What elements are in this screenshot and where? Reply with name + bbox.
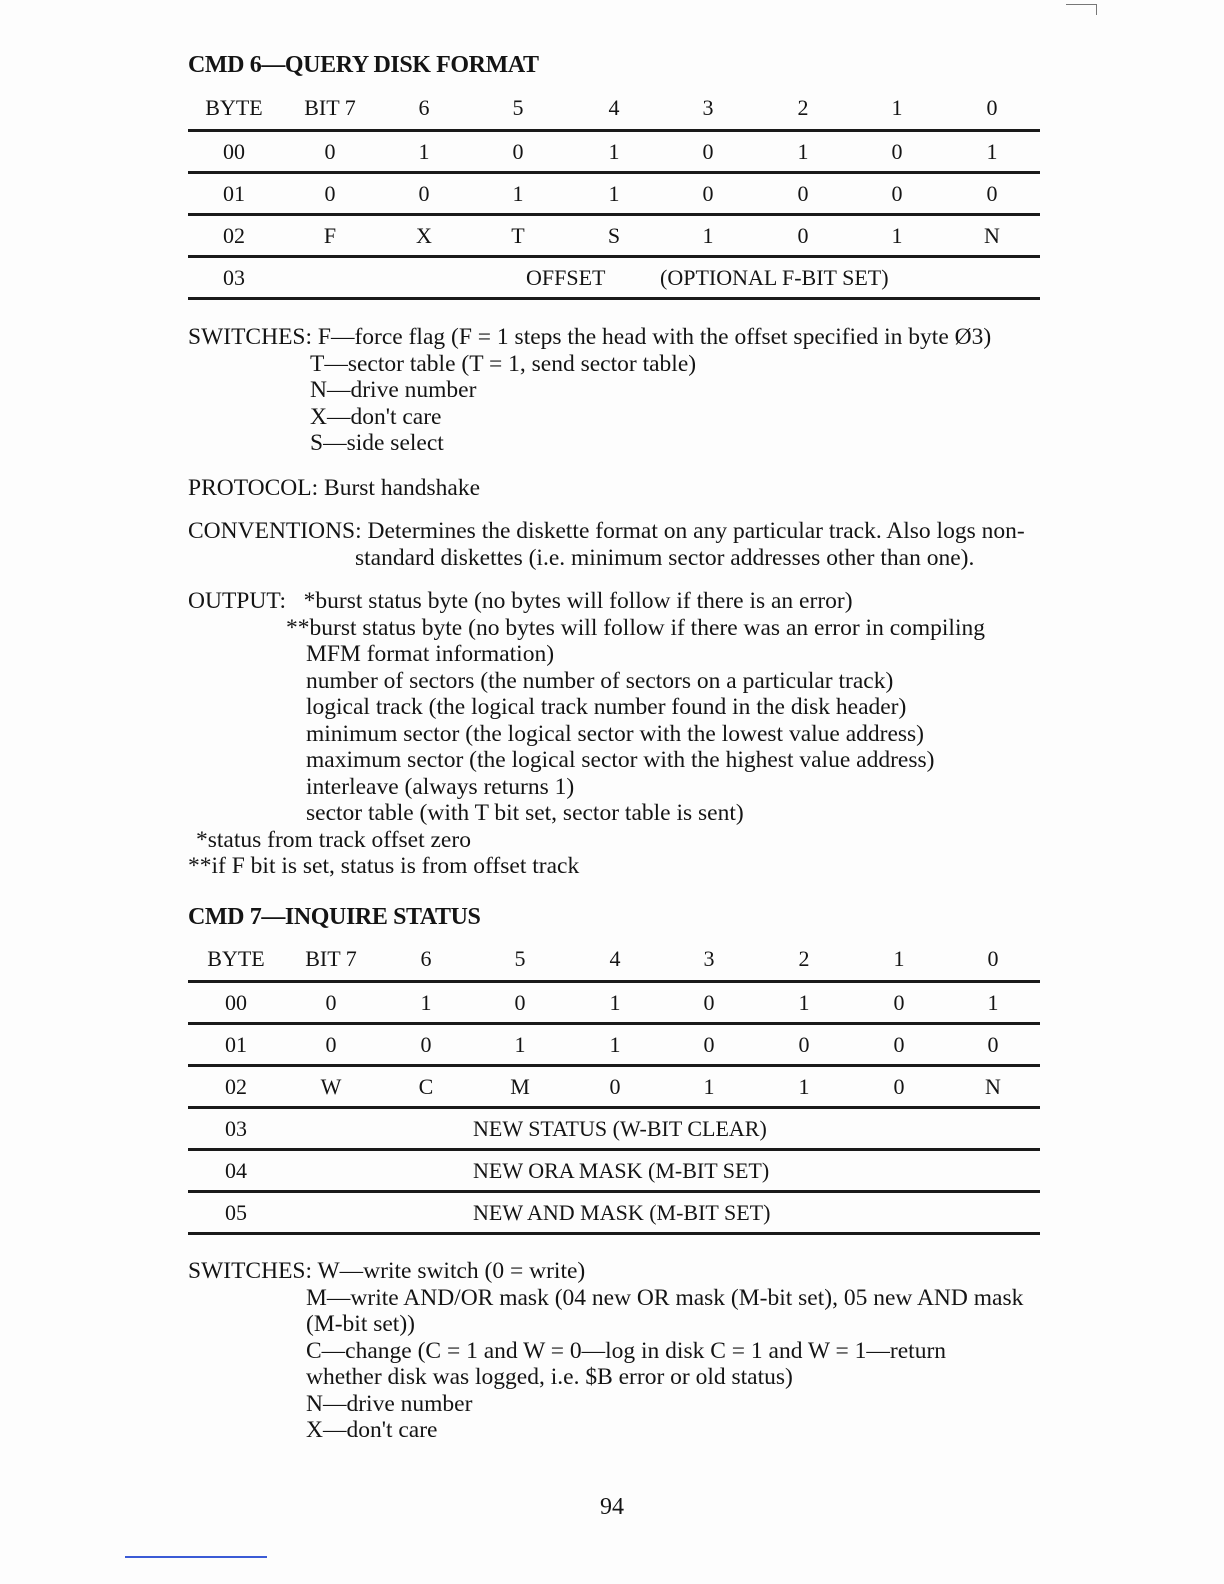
- output-line: number of sectors (the number of sectors on a particular track): [306, 667, 894, 694]
- cmd6-title: CMD 6—QUERY DISK FORMAT: [188, 52, 539, 78]
- bit-cell: N: [985, 1074, 1001, 1099]
- bit-cell: 0: [325, 1032, 337, 1057]
- cmd7-row-02: [188, 1067, 1040, 1109]
- output-line: MFM format information): [306, 641, 555, 667]
- output-line: logical track (the logical track number found in the disk header): [306, 694, 907, 720]
- page-number: 94: [600, 1494, 624, 1520]
- bit-cell: 0: [797, 181, 809, 206]
- bit-cell: 0: [702, 181, 714, 206]
- output-line: **burst status byte (no bytes will follow if there was an error in compiling: [286, 614, 985, 641]
- cmd6-table: [188, 88, 1040, 300]
- header-bit7: BIT 7: [305, 946, 357, 971]
- conventions-line: standard diskettes (i.e. minimum sector addresses other than one).: [355, 544, 975, 571]
- header-bit1: 1: [893, 946, 905, 971]
- cmd6-row-02: [188, 216, 1040, 258]
- byte-cell: 03: [225, 1116, 247, 1141]
- bit-cell: 0: [893, 1074, 905, 1099]
- byte-cell: 01: [223, 181, 245, 206]
- bit-cell: 1: [418, 139, 430, 164]
- cmd6-conventions: [188, 518, 1048, 571]
- switch-line: M—write AND/OR mask (04 new OR mask (M-bit set), 05 new AND mask: [306, 1284, 1024, 1311]
- footer-rule: [125, 1556, 267, 1558]
- header-bit3: 3: [702, 95, 714, 120]
- switch-line: X—don't care: [310, 403, 442, 430]
- cmd6-output: [188, 588, 1048, 880]
- cmd6-row-03: [188, 258, 1040, 300]
- header-bit5: 5: [514, 946, 526, 971]
- corner-mark: [1066, 4, 1097, 15]
- bit-cell: 1: [987, 990, 999, 1015]
- header-byte: BYTE: [205, 95, 263, 120]
- output-line: interleave (always returns 1): [306, 773, 575, 800]
- bit-cell: 1: [608, 181, 620, 206]
- bit-cell: 1: [608, 139, 620, 164]
- cmd7-row-04: [188, 1151, 1040, 1193]
- bit-cell: 1: [514, 1032, 526, 1057]
- bit-cell: 0: [891, 181, 903, 206]
- bit-cell: W: [320, 1074, 342, 1099]
- switch-line: SWITCHES: F—force flag (F = 1 steps the head with the offset specified in byte Ø3): [188, 324, 992, 350]
- switch-line: N—drive number: [306, 1390, 473, 1417]
- switch-line: whether disk was logged, i.e. $B error or old status): [306, 1364, 793, 1390]
- output-line: minimum sector (the logical sector with the lowest value address): [306, 720, 925, 747]
- cmd6-row-00: [188, 132, 1040, 174]
- cmd7-switches: [188, 1258, 1044, 1444]
- header-bit4: 4: [609, 946, 621, 971]
- switch-line: X—don't care: [306, 1417, 438, 1443]
- cmd6-protocol: [188, 475, 1048, 502]
- cmd6-row-01: [188, 174, 1040, 216]
- bit-cell: 1: [798, 1074, 810, 1099]
- bit-cell: X: [416, 223, 432, 248]
- header-bit2: 2: [797, 95, 809, 120]
- byte-cell: 00: [225, 990, 247, 1015]
- bit-cell: 0: [512, 139, 524, 164]
- bit-cell: 0: [798, 1032, 810, 1057]
- bit-cell: 1: [986, 139, 998, 164]
- cmd7-title: CMD 7—INQUIRE STATUS: [188, 904, 481, 930]
- byte-cell: 01: [225, 1032, 247, 1057]
- bit-cell: 0: [986, 181, 998, 206]
- switch-line: SWITCHES: W—write switch (0 = write): [188, 1258, 586, 1284]
- header-bit6: 6: [420, 946, 432, 971]
- byte-cell: 05: [225, 1200, 247, 1225]
- span-cell: NEW STATUS (W-BIT CLEAR): [473, 1116, 767, 1141]
- bit-cell: 1: [420, 990, 432, 1015]
- cmd7-row-05: [188, 1193, 1040, 1235]
- protocol-line: PROTOCOL: Burst handshake: [188, 475, 481, 501]
- byte-cell: 00: [223, 139, 245, 164]
- span-cell: NEW ORA MASK (M-BIT SET): [473, 1158, 770, 1183]
- header-bit5: 5: [512, 95, 524, 120]
- bit-cell: C: [418, 1074, 434, 1099]
- byte-cell: 03: [223, 265, 245, 290]
- cmd7-row-00: [188, 983, 1040, 1025]
- bit-cell: N: [984, 223, 1000, 248]
- bit-cell: 1: [891, 223, 903, 248]
- bit-cell: 0: [797, 223, 809, 248]
- bit-cell: F: [323, 223, 337, 248]
- header-bit6: 6: [418, 95, 430, 120]
- switch-line: T—sector table (T = 1, send sector table): [310, 350, 697, 377]
- bit-cell: 1: [703, 1074, 715, 1099]
- cmd7-row-03: [188, 1109, 1040, 1151]
- switch-line: (M-bit set)): [306, 1311, 415, 1337]
- bit-cell: 1: [702, 223, 714, 248]
- bit-cell: 0: [324, 139, 336, 164]
- offset-note: (OPTIONAL F-BIT SET): [660, 265, 889, 290]
- cmd6-header-row: [188, 88, 1040, 132]
- header-bit7: BIT 7: [304, 95, 356, 120]
- header-bit3: 3: [703, 946, 715, 971]
- switch-line: S—side select: [310, 430, 444, 456]
- bit-cell: S: [607, 223, 621, 248]
- switch-line: N—drive number: [310, 377, 477, 403]
- output-line: maximum sector (the logical sector with the highest value address): [306, 747, 935, 773]
- cmd7-row-01: [188, 1025, 1040, 1067]
- bit-cell: 0: [420, 1032, 432, 1057]
- header-byte: BYTE: [207, 946, 265, 971]
- bit-cell: 1: [798, 990, 810, 1015]
- bit-cell: 0: [893, 1032, 905, 1057]
- bit-cell: 1: [609, 1032, 621, 1057]
- bit-cell: 0: [703, 990, 715, 1015]
- output-line: sector table (with T bit set, sector table is sent): [306, 800, 744, 826]
- bit-cell: 0: [987, 1032, 999, 1057]
- span-cell: NEW AND MASK (M-BIT SET): [473, 1200, 771, 1225]
- switch-line: C—change (C = 1 and W = 0—log in disk C = 1 and W = 1—return: [306, 1337, 947, 1364]
- bit-cell: 0: [325, 990, 337, 1015]
- bit-cell: 0: [609, 1074, 621, 1099]
- header-bit0: 0: [986, 95, 998, 120]
- bit-cell: 0: [891, 139, 903, 164]
- note-line: *status from track offset zero: [196, 826, 471, 853]
- cmd7-table: [188, 939, 1040, 1235]
- bit-cell: 0: [514, 990, 526, 1015]
- note-line: **if F bit is set, status is from offset track: [188, 853, 580, 879]
- bit-cell: 0: [703, 1032, 715, 1057]
- bit-cell: T: [511, 223, 525, 248]
- header-bit4: 4: [608, 95, 620, 120]
- cmd7-header-row: [188, 939, 1040, 983]
- header-bit2: 2: [798, 946, 810, 971]
- offset-label: OFFSET: [526, 265, 606, 290]
- header-bit0: 0: [987, 946, 999, 971]
- bit-cell: 0: [702, 139, 714, 164]
- byte-cell: 02: [225, 1074, 247, 1099]
- bit-cell: 0: [324, 181, 336, 206]
- bit-cell: 1: [797, 139, 809, 164]
- bit-cell: 1: [512, 181, 524, 206]
- conventions-line: CONVENTIONS: Determines the diskette format on any particular track. Also logs non-: [188, 518, 1025, 544]
- byte-cell: 02: [223, 223, 245, 248]
- bit-cell: M: [510, 1074, 530, 1099]
- cmd6-switches: [188, 324, 1048, 457]
- byte-cell: 04: [225, 1158, 247, 1183]
- bit-cell: 0: [418, 181, 430, 206]
- output-line: OUTPUT: *burst status byte (no bytes will follow if there is an error): [188, 588, 853, 614]
- header-bit1: 1: [891, 95, 903, 120]
- bit-cell: 1: [609, 990, 621, 1015]
- bit-cell: 0: [893, 990, 905, 1015]
